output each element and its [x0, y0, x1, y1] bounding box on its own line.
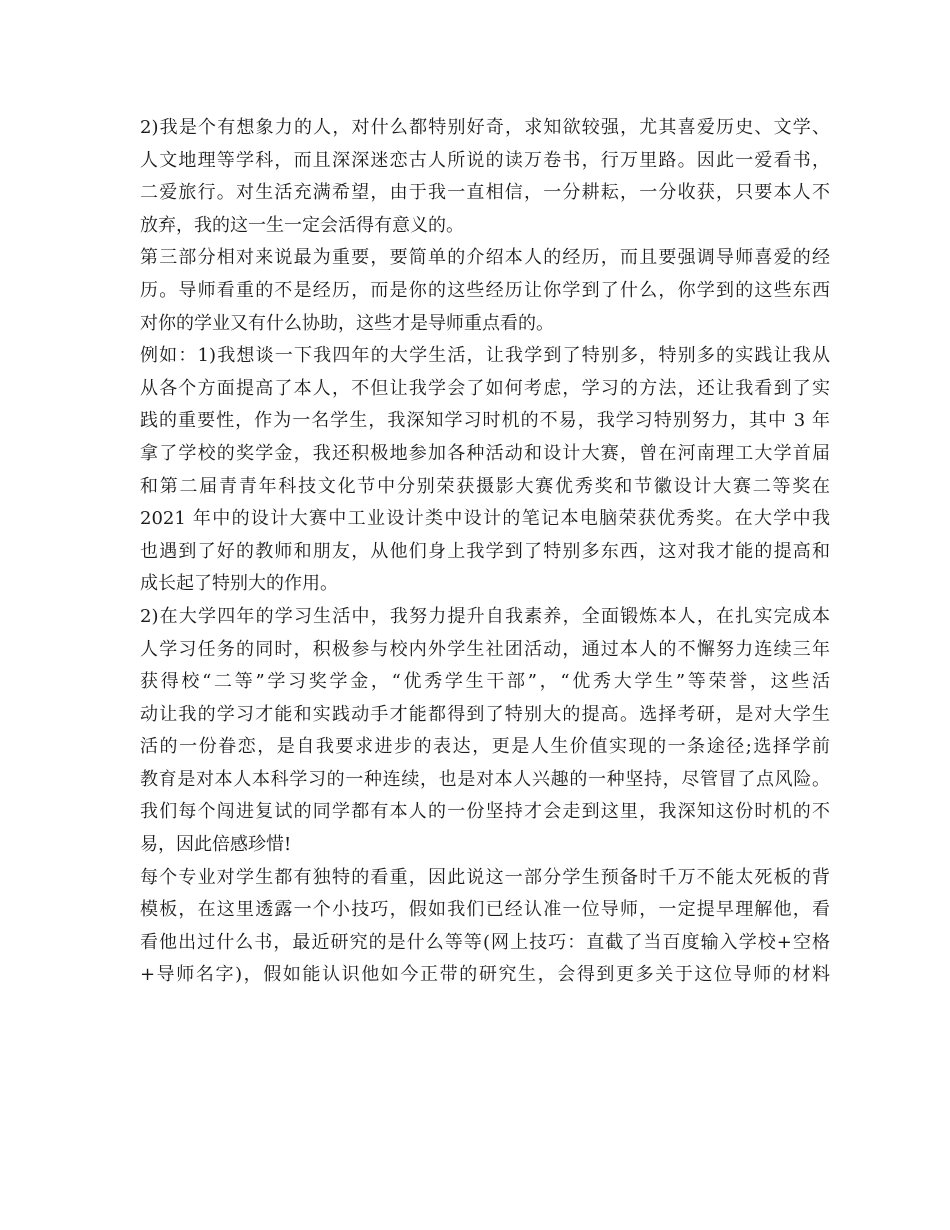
text-line: 人文地理等学科，而且深深迷恋古人所说的读万卷书，行万里路。因此一爱看书， — [140, 149, 830, 171]
text-line: 获得校“二等”学习奖学金，“优秀学生干部”，“优秀大学生”等荣誉，这些活 — [140, 671, 830, 693]
text-line: 我们每个闯进复试的同学都有本人的一份坚持才会走到这里，我深知这份时机的不 — [140, 801, 830, 823]
text-line: 每个专业对学生都有独特的看重，因此说这一部分学生预备时千万不能太死板的背 — [140, 866, 830, 888]
text-line: 也遇到了好的教师和朋友，从他们身上我学到了特别多东西，这对我才能的提高和 — [140, 540, 830, 562]
text-line: 践的重要性，作为一名学生，我深知学习时机的不易，我学习特别努力，其中 3 年 — [140, 410, 830, 432]
text-line: 2021 年中的设计大赛中工业设计类中设计的笔记本电脑荣获优秀奖。在大学中我 — [140, 508, 830, 530]
text-line: 成长起了特别大的作用。 — [140, 573, 338, 595]
text-line: 易，因此倍感珍惜! — [140, 834, 292, 856]
text-line: 拿了学校的奖学金，我还积极地参加各种活动和设计大赛，曾在河南理工大学首届 — [140, 442, 830, 464]
text-line: 例如：1)我想谈一下我四年的大学生活，让我学到了特别多，特别多的实践让我从 — [140, 345, 830, 367]
text-line: 教育是对本人本科学习的一种连续，也是对本人兴趣的一种坚持，尽管冒了点风险。 — [140, 768, 830, 790]
text-line: 第三部分相对来说最为重要，要简单的介绍本人的经历，而且要强调导师喜爱的经 — [140, 247, 830, 269]
text-line: 放弃，我的这一生一定会活得有意义的。 — [140, 214, 464, 236]
text-line: 模板，在这里透露一个小技巧，假如我们已经认准一位导师，一定提早理解他，看 — [140, 899, 830, 921]
text-line: 活的一份眷恋，是自我要求进步的表达，更是人生价值实现的一条途径;选择学前 — [140, 736, 830, 758]
text-line: 和第二届青青年科技文化节中分别荣获摄影大赛优秀奖和节徽设计大赛二等奖在 — [140, 475, 830, 497]
text-line: 从各个方面提高了本人，不但让我学会了如何考虑，学习的方法，还让我看到了实 — [140, 377, 830, 399]
text-line: 对你的学业又有什么协助，这些才是导师重点看的。 — [140, 312, 554, 334]
text-line: 历。导师看重的不是经历，而是你的这些经历让你学到了什么，你学到的这些东西 — [140, 279, 830, 301]
text-line: 2)我是个有想象力的人，对什么都特别好奇，求知欲较强，尤其喜爱历史、文学、 — [140, 117, 830, 138]
text-line: 人学习任务的同时，积极参与校内外学生社团活动，通过本人的不懈努力连续三年 — [140, 638, 830, 660]
text-line: 2)在大学四年的学习生活中，我努力提升自我素养，全面锻炼本人，在扎实完成本 — [140, 605, 830, 627]
document-body — [140, 112, 830, 992]
text-line: 动让我的学习才能和实践动手才能都得到了特别大的提高。选择考研，是对大学生 — [140, 703, 830, 725]
text-line: 看他出过什么书，最近研究的是什么等等(网上技巧：直截了当百度输入学校+空格 — [140, 931, 830, 953]
text-line: +导师名字)，假如能认识他如今正带的研究生，会得到更多关于这位导师的材料 — [140, 964, 830, 986]
text-line: 二爱旅行。对生活充满希望，由于我一直相信，一分耕耘，一分收获，只要本人不 — [140, 182, 830, 204]
